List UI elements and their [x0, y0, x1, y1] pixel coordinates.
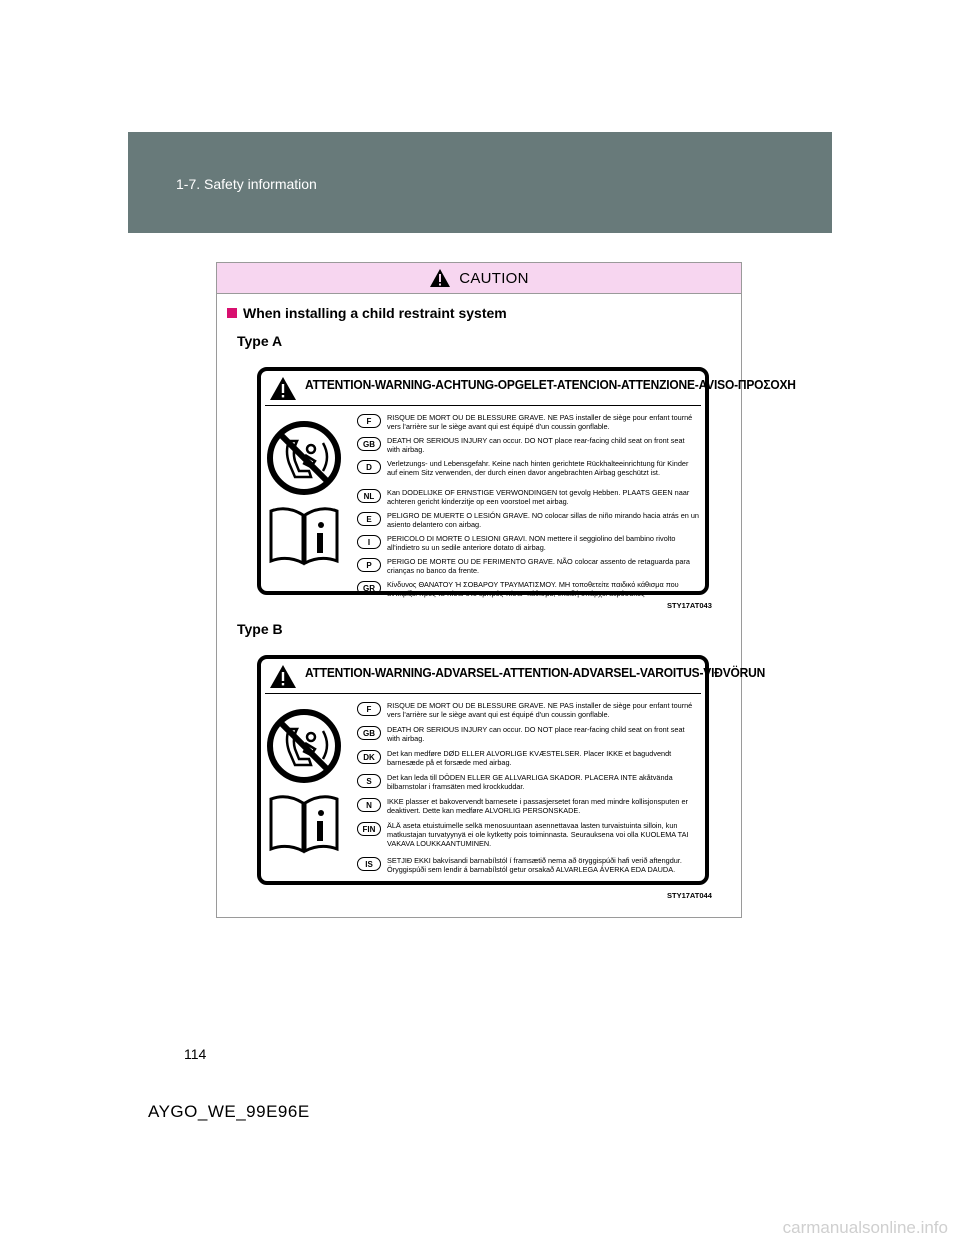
lang-code: N — [357, 798, 381, 812]
lang-row — [357, 488, 699, 511]
warning-triangle-icon — [429, 268, 451, 288]
document-code: AYGO_WE_99E96E — [148, 1102, 310, 1121]
type-b-language-rows — [357, 701, 699, 882]
lang-code: GR — [357, 581, 381, 595]
lang-text: RISQUE DE MORT OU DE BLESSURE GRAVE. NE PAS installer de siège pour enfant tourné vers l'arrière sur le siège avant qui est équipé d'un coussin gonflable. — [387, 413, 693, 431]
type-a-warning-label — [257, 367, 796, 598]
subheading-text: When installing a child restraint system — [243, 305, 507, 321]
no-rear-facing-seat-icon — [265, 707, 343, 785]
type-a-warning-title: ATTENTION-WARNING-ACHTUNG-OPGELET-ATENCION-ATTENZIONE-AVISO-ΠΡΟΣΟΧΗ — [305, 378, 796, 392]
read-manual-icon — [265, 505, 343, 567]
lang-text: Verletzungs- und Lebensgefahr. Keine nach hinten gerichtete Rückhalteeinrichtung für Kinder auf einem Sitz verwenden, der durch einen davor angebrachten Airbag geschützt ist. — [387, 459, 689, 477]
lang-text: SETJIÐ EKKI bakvísandi barnabílstól í framsætið nema að öryggispúði hafi verið aftengdur. Öryggispúði sem lendir á barnabílstól getur orsakað ALVARLEGA ÁVERKA EDA DAUDA. — [387, 856, 682, 874]
lang-row — [357, 725, 699, 749]
lang-text: PERICOLO DI MORTE O LESIONI GRAVI. NON mettere il seggiolino del bambino rivolto all'indietro su un sedile anteriore dotato di airbag. — [387, 534, 676, 552]
lang-text: PELIGRO DE MUERTE O LESIÓN GRAVE. NO colocar sillas de niño mirando hacia atrás en un asiento delantero con airbag. — [387, 511, 699, 529]
lang-code: E — [357, 512, 381, 526]
type-b-warning-title: ATTENTION-WARNING-ADVARSEL-ATTENTION-ADVARSEL-VAROITUS-VIÐVÖRUN — [305, 666, 766, 680]
type-a-label: Type A — [237, 333, 283, 349]
lang-row — [357, 557, 699, 580]
lang-text: Det kan medføre DØD ELLER ALVORLIGE KVÆSTELSER. Placer IKKE et bagudvendt barnesæde på et forsæde med airbag. — [387, 749, 672, 767]
square-bullet-icon — [227, 308, 237, 318]
lang-code: GB — [357, 726, 381, 740]
lang-text: PERIGO DE MORTE OU DE FERIMENTO GRAVE. NÃO colocar assento de retaguarda para crianças no banco da frente. — [387, 557, 690, 575]
lang-text: Kan DODELIJKE OF ERNSTIGE VERWONDINGEN tot gevolg Hebben. PLAATS GEEN naar achteren gericht kinderzitje op een voorstoel met airbag. — [387, 488, 690, 506]
no-rear-facing-seat-icon — [265, 419, 343, 497]
lang-text: Κίνδυνος ΘΑΝΑΤΟΥ Ή ΣΟΒΑΡΟΥ ΤΡΑΥΜΑΤΙΣΜΟΥ. ΜΗ τοποθετείτε παιδικό κάθισμα που αντικρίζει προς τα πίσω στο εμπρός"πίσω" κάθισμα, επειδή υπάρχει αερόσακος — [387, 580, 679, 598]
read-manual-icon — [265, 793, 343, 855]
lang-row — [357, 511, 699, 534]
lang-text: DEATH OR SERIOUS INJURY can occur. DO NOT place rear-facing child seat on front seat with airbag. — [387, 725, 685, 743]
divider — [265, 693, 701, 694]
lang-code: F — [357, 414, 381, 428]
subheading — [227, 305, 507, 321]
lang-row — [357, 821, 699, 856]
lang-code: DK — [357, 750, 381, 764]
lang-code: IS — [357, 857, 381, 871]
lang-row — [357, 459, 699, 488]
lang-code: I — [357, 535, 381, 549]
lang-row — [357, 580, 699, 608]
section-title: 1-7. Safety information — [176, 176, 317, 192]
caution-box — [216, 262, 796, 918]
type-a-title-bar — [261, 371, 796, 405]
type-b-title-bar — [261, 659, 766, 693]
lang-row — [357, 436, 699, 459]
type-b-label: Type B — [237, 621, 283, 637]
lang-code: FIN — [357, 822, 381, 836]
caution-label: CAUTION — [459, 269, 529, 287]
lang-code: F — [357, 702, 381, 716]
lang-text: DEATH OR SERIOUS INJURY can occur. DO NOT place rear-facing child seat on front seat with airbag. — [387, 436, 685, 454]
lang-code: NL — [357, 489, 381, 503]
lang-text: Det kan leda till DÖDEN ELLER GE ALLVARLIGA SKADOR. PLACERA INTE akåtvända bilbarnstolar i framsäten med krockkuddar. — [387, 773, 673, 791]
watermark: carmanualsonline.info — [782, 1218, 948, 1237]
lang-text: RISQUE DE MORT OU DE BLESSURE GRAVE. NE PAS installer de siège pour enfant tourné vers l'arrière sur le siège avant qui est équipé d'un coussin gonflable. — [387, 701, 693, 719]
lang-code: D — [357, 460, 381, 474]
lang-row — [357, 413, 699, 436]
lang-text: ÄLÄ aseta etuistuimelle selkä menosuuntaan asennettavaa lasten turvaistuinta silloin, kun matkustajan turvatyynyä ei ole kytketty pois toiminnasta. Seurauksena voi olla KUOLEMA TAI VAKAVA LOUKKAANTUMINEN. — [387, 821, 689, 848]
lang-row — [357, 856, 699, 882]
type-b-warning-label — [257, 655, 766, 885]
lang-row — [357, 773, 699, 797]
lang-code: P — [357, 558, 381, 572]
lang-row — [357, 797, 699, 821]
warning-triangle-icon — [269, 664, 297, 689]
lang-row — [357, 701, 699, 725]
type-a-figure-code: STY17AT043 — [667, 601, 712, 610]
lang-code: GB — [357, 437, 381, 451]
lang-row — [357, 534, 699, 557]
lang-text: IKKE plasser et bakovervendt barnesete i passasjersetet foran med mindre kollisjonsputen er deaktivert. Dette kan medføre ALVORLIG PERSONSKADE. — [387, 797, 688, 815]
lang-code: S — [357, 774, 381, 788]
page-number: 114 — [184, 1046, 207, 1062]
divider — [265, 405, 701, 406]
warning-triangle-icon — [269, 376, 297, 401]
caution-header — [217, 263, 741, 294]
lang-row — [357, 749, 699, 773]
type-a-language-rows — [357, 413, 699, 608]
type-b-figure-code: STY17AT044 — [667, 891, 712, 900]
